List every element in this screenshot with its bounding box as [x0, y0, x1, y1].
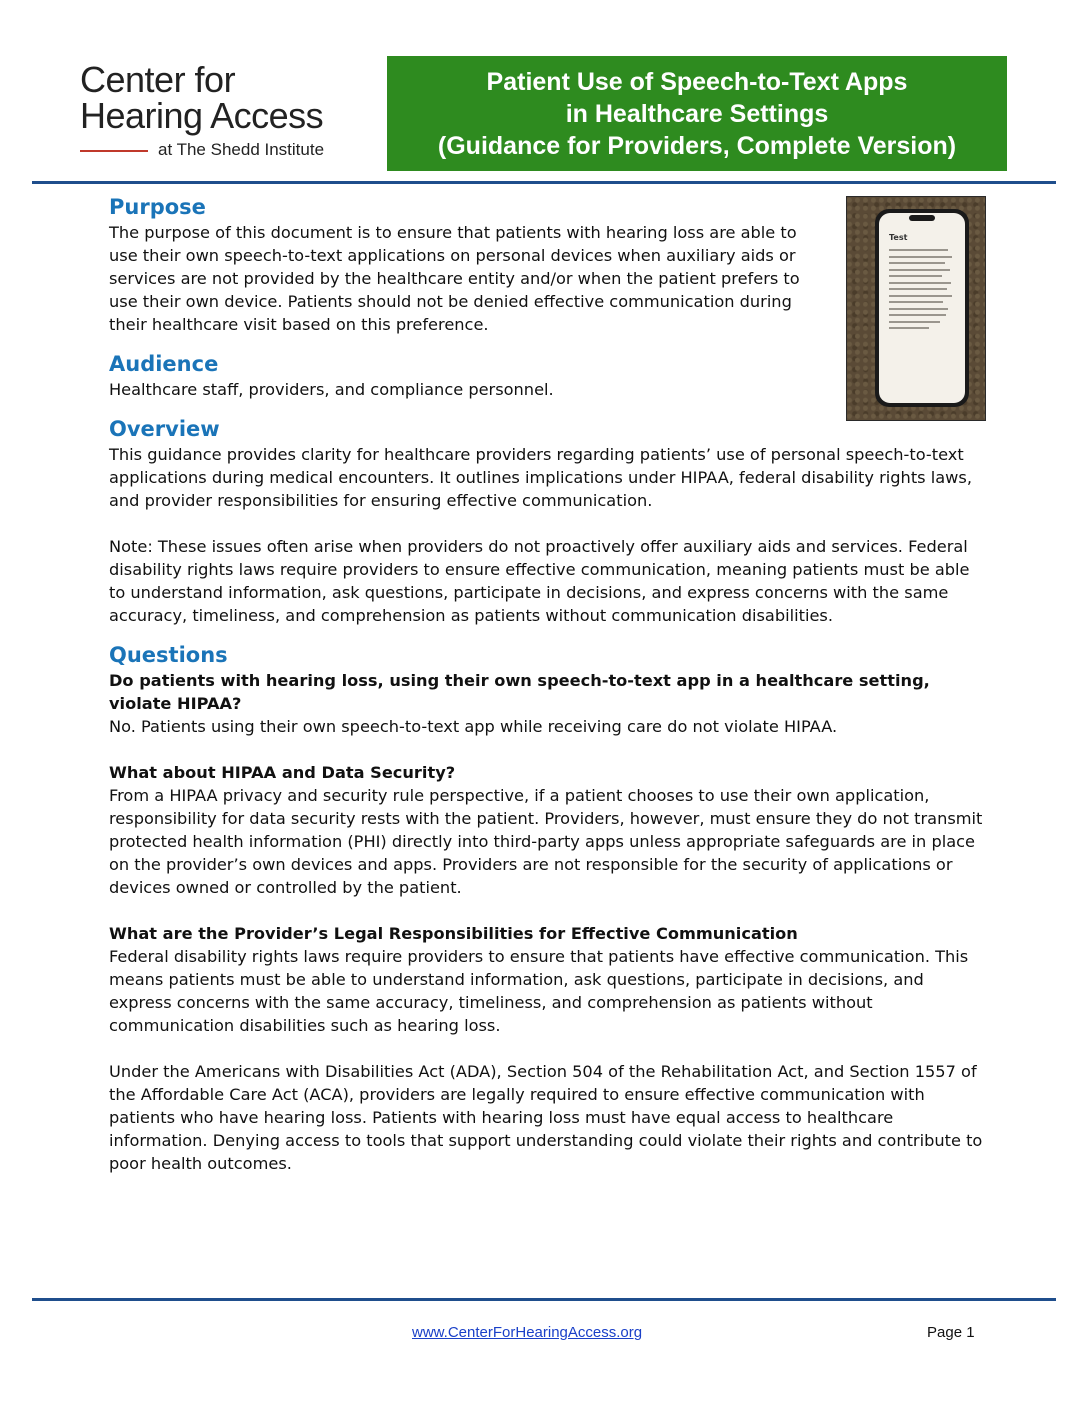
website-link[interactable]: www.CenterForHearingAccess.org — [412, 1324, 643, 1341]
overview-paragraph-2: Note: These issues often arise when providers do not proactively offer auxiliary aids and services. Federal disability rights laws require providers to ensure effective communication, meaning patients must be able to understand information, ask questions, participate in decisions, and express concerns with the same accuracy, timeliness, and comprehension as patients without communication disabilities. — [109, 537, 970, 625]
banner-line-3: (Guidance for Providers, Complete Version) — [437, 131, 957, 160]
purpose-text: The purpose of this document is to ensure that patients with hearing loss are able to use their own speech-to-text applications on personal devices when auxiliary aids or services are not provided by the healthcare entity and/or when the patient prefers to use their own device. Patients should not be denied effective communication during their healthcare visit based on this preference. — [109, 223, 800, 334]
logo-line-2: Hearing Access — [80, 95, 324, 136]
questions-heading: Questions — [109, 643, 228, 667]
audience-heading: Audience — [109, 352, 219, 376]
logo-red-rule — [80, 150, 148, 152]
overview-paragraph-1: This guidance provides clarity for healthcare providers regarding patients’ use of personal speech-to-text applications during medical encounters. It outlines implications under HIPAA, federal disability rights laws, and provider responsibilities for ensuring effective communication. — [109, 445, 972, 510]
purpose-heading: Purpose — [109, 195, 206, 219]
overview-heading: Overview — [109, 417, 220, 441]
logo-line-1: Center for — [80, 59, 236, 100]
answer-3-paragraph-1: Federal disability rights laws require providers to ensure that patients have effective communication. This means patients must be able to understand information, ask questions, participate in decisions, and express concerns with the same accuracy, timeliness, and comprehension as patients without communication disabilities such as hearing loss. — [109, 947, 969, 1035]
title-banner — [387, 56, 1007, 171]
question-3: What are the Provider’s Legal Responsibilities for Effective Communication — [109, 924, 798, 943]
page-number: Page 1 — [927, 1324, 975, 1341]
answer-1: No. Patients using their own speech-to-text app while receiving care do not violate HIPAA. — [109, 717, 838, 736]
logo-subtitle-row — [80, 140, 360, 160]
footer-rule — [32, 1298, 1056, 1301]
logo — [80, 59, 360, 160]
header-rule — [32, 181, 1056, 184]
question-2: What about HIPAA and Data Security? — [109, 763, 456, 782]
banner-line-1: Patient Use of Speech-to-Text Apps — [486, 67, 908, 96]
question-1: Do patients with hearing loss, using their own speech-to-text app in a healthcare setting, violate HIPAA? — [109, 671, 930, 713]
document-body — [109, 193, 984, 1175]
answer-3-paragraph-2: Under the Americans with Disabilities Act (ADA), Section 504 of the Rehabilitation Act, and Section 1557 of the Affordable Care Act (ACA), providers are legally required to ensure effective communication with patients who have hearing loss. Patients with hearing loss must have equal access to healthcare information. Denying access to tools that support understanding could violate their rights and contribute to poor health outcomes. — [109, 1062, 983, 1173]
logo-subtitle: at The Shedd Institute — [158, 140, 325, 159]
phone-screen-title: Test — [889, 233, 908, 242]
banner-line-2: in Healthcare Settings — [565, 99, 829, 128]
answer-2: From a HIPAA privacy and security rule perspective, if a patient chooses to use their own application, responsibility for data security rests with the patient. Providers, however, must ensure they do not transmit protected health information (PHI) directly into third-party apps unless appropriate safeguards are in place on the provider’s own devices and apps. Providers are not responsible for the security of applications or devices owned or controlled by the patient. — [109, 786, 983, 897]
audience-text: Healthcare staff, providers, and compliance personnel. — [109, 380, 554, 399]
